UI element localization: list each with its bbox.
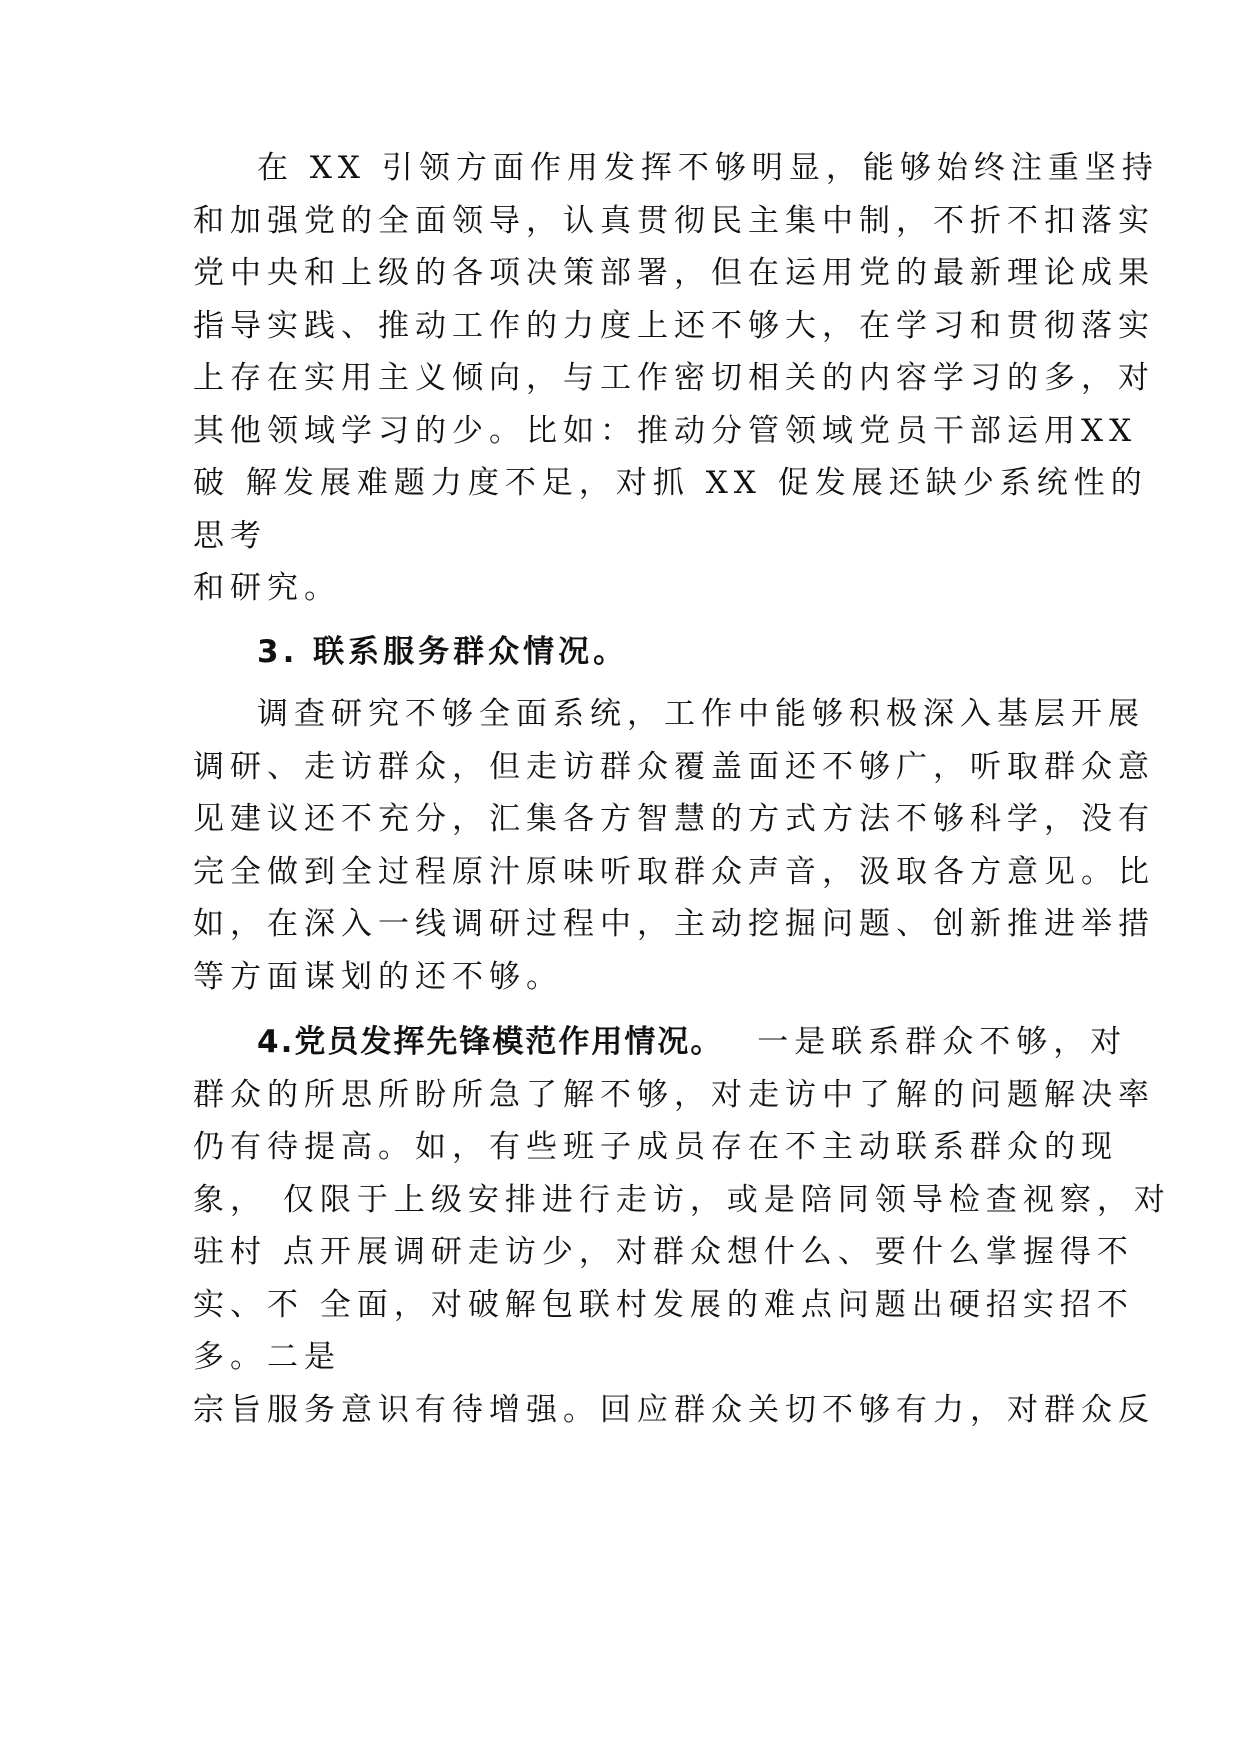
paragraph-line: 在 XX 引领方面作用发挥不够明显，能够始终注重坚持 (257, 150, 1159, 186)
section-heading-4: 4.党员发挥先锋模范作用情况。 (257, 1024, 724, 1060)
paragraph-line: 仍有待提高。如，有些班子成员存在不主动联系群众的现 (193, 1129, 1118, 1165)
paragraph-line: 和研究。 (193, 570, 341, 606)
paragraph-line: 完全做到全过程原汁原味听取群众声音，汲取各方意见。比 (193, 854, 1155, 890)
paragraph-line: 思考 (193, 518, 267, 554)
paragraph-line: 调研、走访群众，但走访群众覆盖面还不够广，听取群众意 (193, 749, 1155, 785)
paragraph-line: 等方面谋划的还不够。 (193, 959, 563, 995)
paragraph-line: 多。二是 (193, 1339, 341, 1375)
paragraph-line (257, 1022, 1127, 1062)
paragraph-line: 党中央和上级的各项决策部署，但在运用党的最新理论成果 (193, 255, 1155, 291)
paragraph-line: 调查研究不够全面系统，工作中能够积极深入基层开展 (257, 696, 1145, 732)
paragraph-line: 指导实践、推动工作的力度上还不够大，在学习和贯彻落实 (193, 308, 1155, 344)
paragraph-line: 其他领域学习的少。比如：推动分管领域党员干部运用XX (193, 413, 1138, 449)
paragraph-line: 实、不 全面，对破解包联村发展的难点问题出硬招实招不 (193, 1287, 1134, 1323)
paragraph-line: 如，在深入一线调研过程中，主动挖掘问题、创新推进举措 (193, 906, 1155, 942)
section-heading-3: 3. 联系服务群众情况。 (257, 634, 629, 670)
paragraph-line: 上存在实用主义倾向，与工作密切相关的内容学习的多，对 (193, 360, 1155, 396)
paragraph-line: 象， 仅限于上级安排进行走访，或是陪同领导检查视察，对 (193, 1182, 1171, 1218)
paragraph-line: 驻村 点开展调研走访少，对群众想什么、要什么掌握得不 (193, 1234, 1134, 1270)
paragraph-text: 一是联系群众不够，对 (757, 1024, 1128, 1060)
paragraph-line: 破 解发展难题力度不足，对抓 XX 促发展还缺少系统性的 (193, 465, 1148, 501)
paragraph-line: 见建议还不充分，汇集各方智慧的方式方法不够科学，没有 (193, 801, 1155, 837)
paragraph-line: 宗旨服务意识有待增强。回应群众关切不够有力，对群众反 (193, 1392, 1155, 1428)
paragraph-line: 群众的所思所盼所急了解不够，对走访中了解的问题解决率 (193, 1077, 1155, 1113)
paragraph-line: 和加强党的全面领导，认真贯彻民主集中制，不折不扣落实 (193, 203, 1155, 239)
